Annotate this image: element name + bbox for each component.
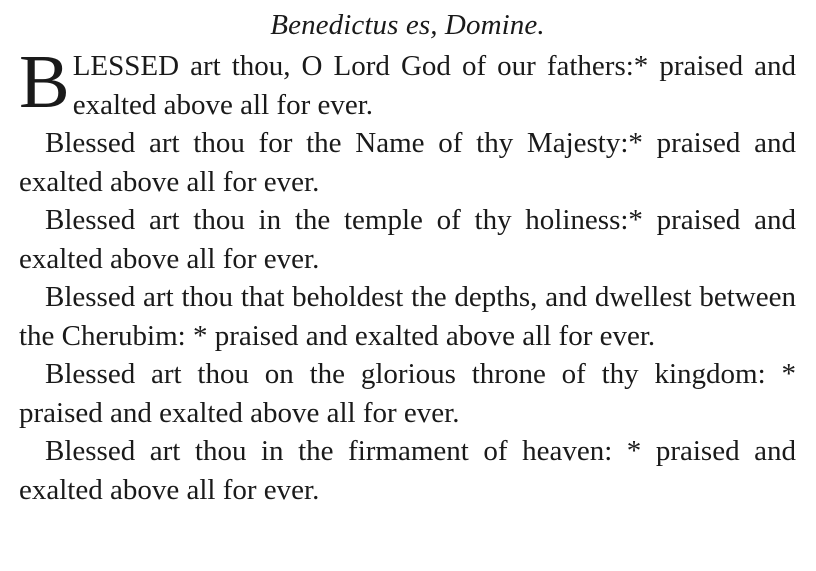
verse-1-text: art thou, O Lord God of our fathers:* praised and exalted above all for ever.: [72, 50, 796, 121]
verse-6: Blessed art thou in the firmament of heaven: * praised and exalted above all for ever.: [19, 435, 796, 506]
verse-1-caps: LESSED: [72, 50, 180, 82]
verse-5: Blessed art thou on the glorious throne of thy kingdom: * praised and exalted above all for ever.: [19, 358, 796, 429]
verse-4: Blessed art thou that beholdest the depths, and dwellest between the Cherubim: * praised and exalted above all for ever.: [19, 281, 796, 352]
canticle-title: Benedictus es, Domine.: [270, 9, 545, 41]
verse-1: [19, 40, 796, 124]
canticle-text: [19, 40, 796, 509]
drop-cap: B: [19, 40, 70, 124]
verse-3: Blessed art thou in the temple of thy holiness:* praised and exalted above all for ever.: [19, 204, 796, 275]
verse-2: Blessed art thou for the Name of thy Majesty:* praised and exalted above all for ever.: [19, 127, 796, 198]
